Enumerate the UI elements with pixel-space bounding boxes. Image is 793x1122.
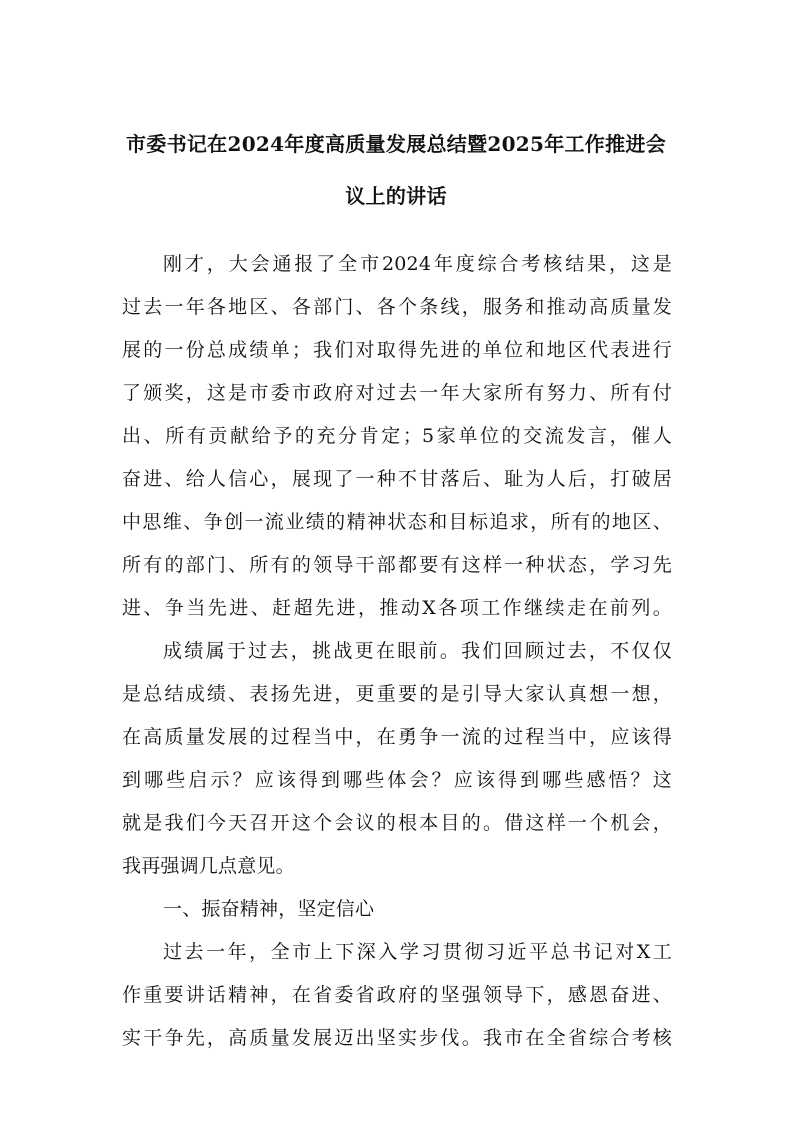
paragraph-1-line-2: 过去一年各地区、各部门、各个条线，服务和推动高质量发 <box>122 296 672 318</box>
paragraph-1-line-1: 刚才，大会通报了全市2024年度综合考核结果，这是 <box>163 253 672 275</box>
paragraph-1-line-8: 所有的部门、所有的领导干部都要有这样一种状态，学习先 <box>122 554 672 576</box>
paragraph-2-line-6: 我再强调几点意见。 <box>122 855 295 877</box>
paragraph-1-line-5: 出、所有贡献给予的充分肯定；5家单位的交流发言，催人 <box>122 425 672 447</box>
paragraph-3-line-3: 实干争先，高质量发展迈出坚实步伐。我市在全省综合考核 <box>122 1027 672 1049</box>
paragraph-3-line-2: 作重要讲话精神，在省委省政府的坚强领导下，感恩奋进、 <box>122 984 672 1006</box>
paragraph-1-line-4: 了颁奖，这是市委市政府对过去一年大家所有努力、所有付 <box>122 382 672 404</box>
paragraph-1-line-7: 中思维、争创一流业绩的精神状态和目标追求，所有的地区、 <box>122 511 672 533</box>
paragraph-2-line-3: 在高质量发展的过程当中，在勇争一流的过程当中，应该得 <box>122 726 672 748</box>
section-heading-1: 一、振奋精神，坚定信心 <box>163 898 375 920</box>
paragraph-1-line-3: 展的一份总成绩单；我们对取得先进的单位和地区代表进行 <box>122 339 672 361</box>
document-title-line-1: 市委书记在2024年度高质量发展总结暨2025年工作推进会 <box>125 132 667 156</box>
paragraph-2-line-1: 成绩属于过去，挑战更在眼前。我们回顾过去，不仅仅 <box>163 640 672 662</box>
paragraph-3-line-1: 过去一年，全市上下深入学习贯彻习近平总书记对X工 <box>163 941 672 963</box>
paragraph-2-line-4: 到哪些启示？应该得到哪些体会？应该得到哪些感悟？这 <box>122 769 672 791</box>
document-title-line-2: 议上的讲话 <box>345 184 447 208</box>
paragraph-1-line-9: 进、争当先进、赶超先进，推动X各项工作继续走在前列。 <box>122 597 672 619</box>
paragraph-1-line-6: 奋进、给人信心，展现了一种不甘落后、耻为人后，打破居 <box>122 468 672 490</box>
paragraph-2-line-2: 是总结成绩、表扬先进，更重要的是引导大家认真想一想， <box>122 683 672 705</box>
paragraph-2-line-5: 就是我们今天召开这个会议的根本目的。借这样一个机会， <box>122 812 672 834</box>
